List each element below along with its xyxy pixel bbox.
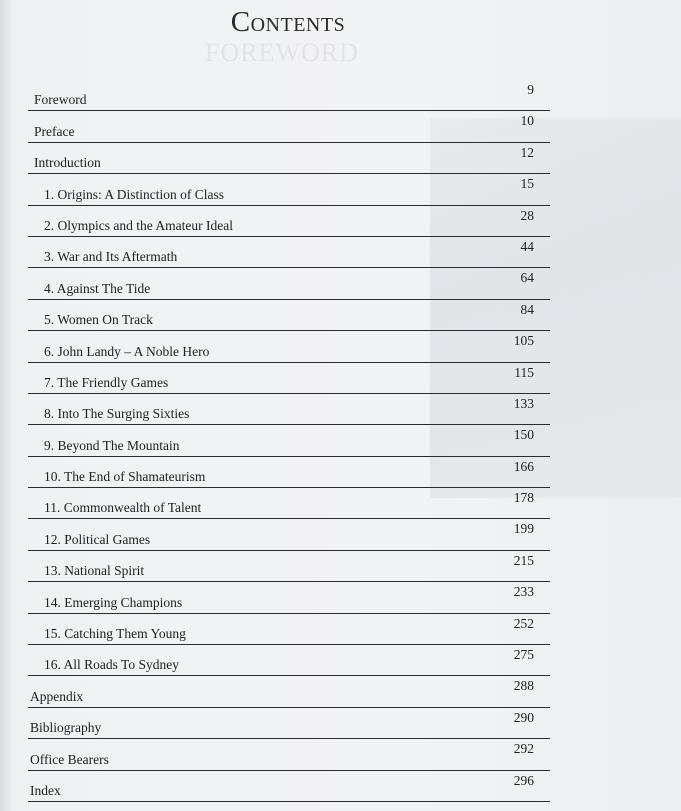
- toc-entry: [28, 739, 550, 770]
- toc-entry: [28, 488, 550, 519]
- toc-entry-label: 6. John Landy – A Noble Hero: [44, 343, 210, 359]
- toc-entry: [28, 331, 550, 362]
- toc-entry-label: 3. War and Its Aftermath: [44, 249, 178, 265]
- toc-entry-page: 44: [520, 238, 534, 254]
- toc-entry-label: Office Bearers: [30, 751, 109, 767]
- toc-entry-label: 11. Commonwealth of Talent: [44, 500, 202, 516]
- toc-entry-page: 199: [513, 521, 534, 537]
- toc-entry-page: 252: [513, 615, 534, 631]
- toc-entry-page: 290: [513, 709, 534, 725]
- toc-entry-label: Introduction: [34, 155, 101, 171]
- toc-entry: [28, 676, 550, 707]
- toc-entry-page: 275: [513, 647, 534, 663]
- toc-entry-page: 12: [520, 144, 534, 160]
- toc-entry-page: 215: [513, 552, 534, 568]
- toc-entry-label: 5. Women On Track: [44, 312, 153, 328]
- toc-entry-page: 166: [513, 458, 534, 474]
- toc-entry-page: 105: [513, 333, 534, 349]
- toc-entry-label: 12. Political Games: [44, 531, 151, 547]
- toc-entry-page: 10: [520, 113, 534, 129]
- toc-entry-page: 178: [513, 490, 534, 506]
- toc-entry: [28, 80, 550, 111]
- toc-entry: [28, 614, 550, 645]
- toc-entry: [28, 457, 550, 488]
- toc-entry-label: 8. Into The Surging Sixties: [44, 406, 190, 422]
- toc-entry-label: 14. Emerging Champions: [44, 594, 183, 610]
- toc-entry-label: Index: [30, 782, 61, 798]
- page-title: Contents: [230, 6, 346, 38]
- toc-entry: [28, 394, 550, 425]
- toc-entry-label: Preface: [34, 123, 75, 139]
- toc-entry-page: 288: [513, 678, 534, 694]
- toc-entry: [28, 237, 550, 268]
- toc-entry: [28, 111, 550, 142]
- toc-entry-page: 28: [520, 207, 534, 223]
- toc-entry: [28, 143, 550, 174]
- toc-entry-page: 115: [514, 364, 534, 380]
- toc-entry-label: 13. National Spirit: [44, 563, 145, 579]
- toc-entry-page: 64: [520, 270, 534, 286]
- toc-entry-page: 133: [513, 395, 534, 411]
- toc-entry-label: Foreword: [34, 92, 87, 108]
- toc-entry: [28, 268, 550, 299]
- toc-entry-label: Appendix: [30, 688, 84, 704]
- toc-entry: [28, 363, 550, 394]
- toc-entry-page: 233: [513, 584, 534, 600]
- toc-entry-label: 2. Olympics and the Amateur Ideal: [44, 217, 233, 233]
- toc-entry: [28, 645, 550, 676]
- toc-entry: [28, 174, 550, 205]
- toc-entry-page: 296: [513, 772, 534, 788]
- table-of-contents: [28, 80, 550, 802]
- toc-entry: [28, 425, 550, 456]
- toc-entry-page: 150: [513, 427, 534, 443]
- toc-entry-page: 15: [520, 176, 534, 192]
- toc-entry-label: 15. Catching Them Young: [44, 626, 186, 642]
- toc-entry-label: 16. All Roads To Sydney: [44, 657, 179, 673]
- toc-entry-label: 1. Origins: A Distinction of Class: [44, 186, 225, 202]
- toc-entry: [28, 582, 550, 613]
- toc-entry-label: 9. Beyond The Mountain: [44, 437, 180, 453]
- toc-entry-page: 9: [527, 82, 534, 97]
- toc-entry: [28, 206, 550, 237]
- toc-entry: [28, 551, 550, 582]
- show-through-heading: FOREWORD: [205, 38, 359, 67]
- toc-entry: [28, 708, 550, 739]
- toc-entry-page: 292: [513, 741, 534, 757]
- toc-entry: [28, 300, 550, 331]
- toc-entry-label: 4. Against The Tide: [44, 280, 151, 296]
- toc-entry-page: 84: [520, 301, 534, 317]
- toc-entry-label: 7. The Friendly Games: [44, 374, 169, 390]
- toc-entry: [28, 771, 550, 802]
- toc-entry-label: 10. The End of Shamateurism: [44, 469, 206, 485]
- toc-entry-label: Bibliography: [30, 720, 102, 736]
- toc-entry: [28, 519, 550, 550]
